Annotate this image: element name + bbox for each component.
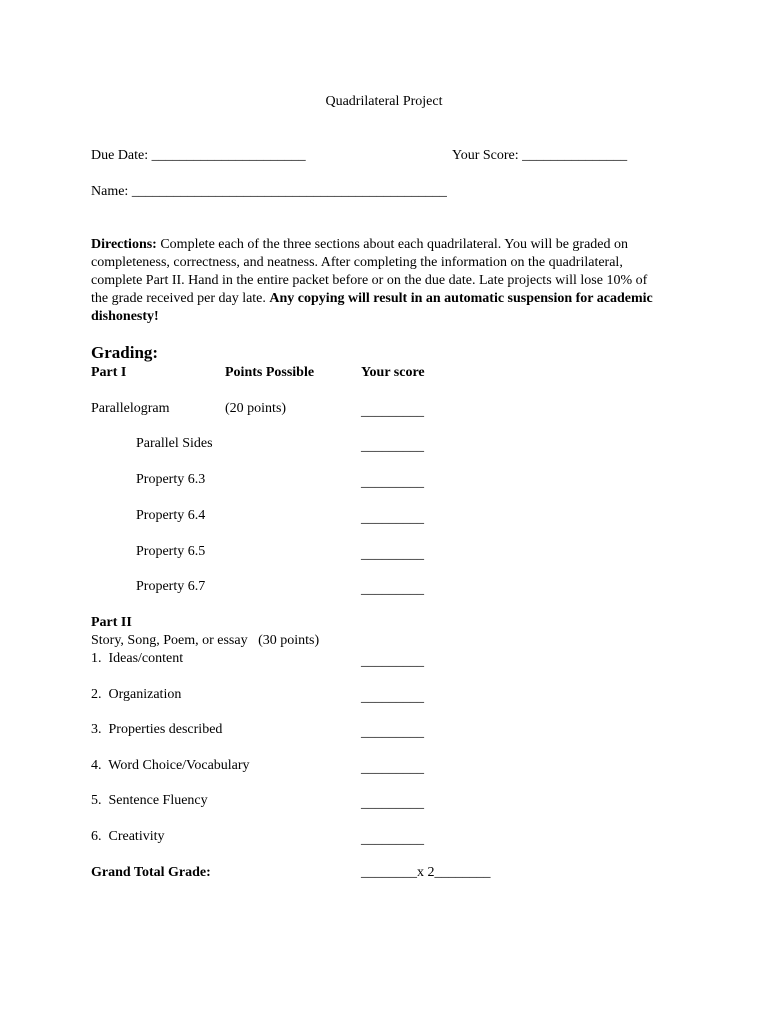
score-blank: _________	[361, 439, 424, 454]
list-item: Property 6.5	[136, 544, 206, 559]
list-item: 4. Word Choice/Vocabulary	[91, 758, 250, 773]
list-item: Property 6.3	[136, 472, 206, 487]
part2-subtitle: Story, Song, Poem, or essay (30 points)	[91, 633, 320, 648]
score-blank: _________	[361, 404, 424, 419]
list-item: Property 6.4	[136, 508, 206, 523]
list-item: 6. Creativity	[91, 829, 165, 844]
directions-paragraph	[91, 236, 667, 326]
section-points: (20 points)	[225, 401, 287, 416]
directions-text: Complete each of the three sections about each quadrilateral. You will be graded on completeness, correctness, and neatness. After completing the information on the quadrilateral, complete Part II. Hand in the entire packet before or on the due date. Late projects will lose 10% of the grade received per day late.	[91, 237, 648, 306]
column-part: Part I	[91, 365, 127, 380]
section-parallelogram: Parallelogram	[91, 401, 170, 416]
score-blank: _________	[361, 832, 424, 847]
list-item: Parallel Sides	[136, 436, 213, 451]
score-blank: _________	[361, 761, 424, 776]
name-field: Name: _____________________________________________	[91, 184, 447, 199]
due-date-field: Due Date: ______________________	[91, 148, 306, 163]
column-points-possible: Points Possible	[225, 365, 315, 380]
list-item: 2. Organization	[91, 687, 182, 702]
your-score-field: Your Score: _______________	[452, 148, 628, 163]
list-item: 5. Sentence Fluency	[91, 793, 208, 808]
column-your-score: Your score	[361, 365, 425, 380]
score-blank: _________	[361, 654, 424, 669]
score-blank: _________	[361, 511, 424, 526]
score-blank: _________	[361, 475, 424, 490]
score-blank: _________	[361, 725, 424, 740]
grand-total-blank: ________x 2________	[361, 865, 491, 880]
directions-label: Directions:	[91, 237, 157, 252]
grand-total-label: Grand Total Grade:	[91, 865, 211, 880]
list-item: 1. Ideas/content	[91, 651, 184, 666]
score-blank: _________	[361, 796, 424, 811]
list-item: 3. Properties described	[91, 722, 223, 737]
part2-heading: Part II	[91, 615, 132, 630]
score-blank: _________	[361, 690, 424, 705]
score-blank: _________	[361, 547, 424, 562]
list-item: Property 6.7	[136, 579, 206, 594]
page-title: Quadrilateral Project	[325, 94, 443, 109]
grading-heading: Grading:	[91, 343, 159, 362]
directions-warning: Any copying will result in an automatic suspension for academic dishonesty!	[91, 291, 653, 324]
score-blank: _________	[361, 582, 424, 597]
